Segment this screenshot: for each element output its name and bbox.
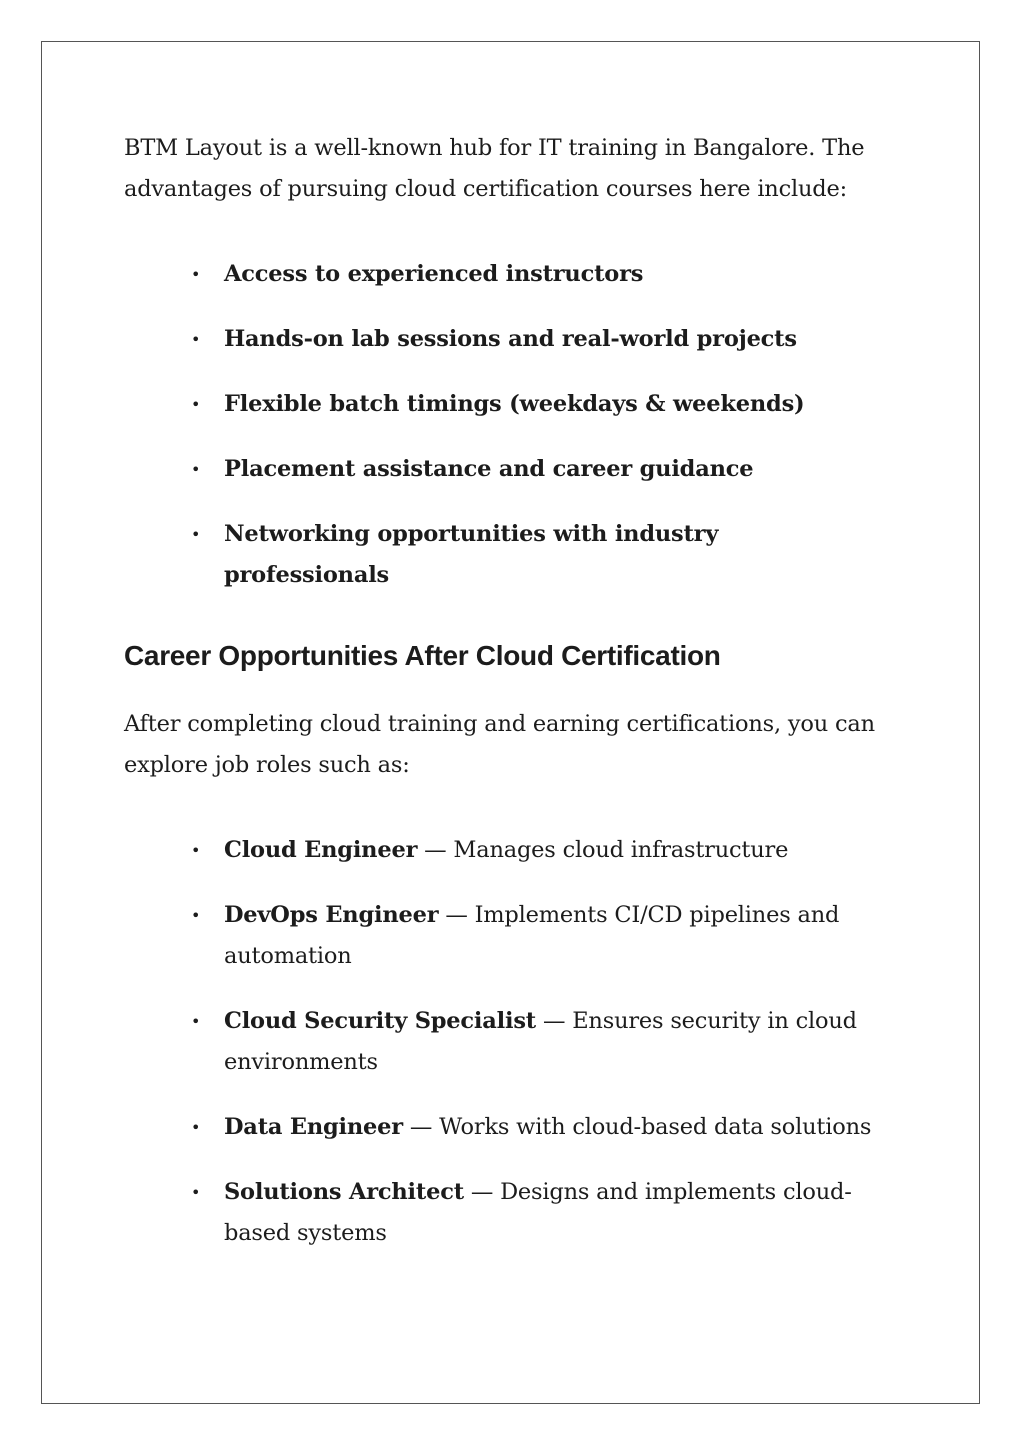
list-item — [191, 895, 904, 977]
advantage-text: Placement assistance and career guidance — [224, 456, 754, 482]
bullet-icon: • — [191, 265, 201, 284]
list-item — [191, 1001, 904, 1083]
list-item — [191, 1107, 904, 1148]
role-title: Cloud Security Specialist — [224, 1008, 536, 1034]
document-content — [124, 128, 904, 1254]
role-title: Data Engineer — [224, 1114, 403, 1140]
list-item — [191, 449, 904, 490]
bullet-icon: • — [191, 1118, 201, 1137]
role-title: Solutions Architect — [224, 1179, 464, 1205]
section-heading: Career Opportunities After Cloud Certification — [124, 640, 721, 671]
bullet-icon: • — [191, 1012, 201, 1031]
bullet-icon: • — [191, 525, 201, 544]
advantage-text: Networking opportunities with industry professionals — [224, 521, 719, 588]
bullet-icon: • — [191, 841, 201, 860]
bullet-icon: • — [191, 330, 201, 349]
advantage-text: Hands-on lab sessions and real-world projects — [224, 326, 797, 352]
role-description: — Ensures security in cloud environments — [224, 1008, 857, 1075]
advantages-list — [124, 254, 904, 596]
section-paragraph: After completing cloud training and earning certifications, you can explore job roles such as: — [124, 711, 875, 778]
bullet-icon: • — [191, 460, 201, 479]
role-description: — Designs and implements cloud-based systems — [224, 1179, 852, 1246]
bullet-icon: • — [191, 1183, 201, 1202]
list-item — [191, 319, 904, 360]
list-item — [191, 514, 784, 596]
roles-list — [124, 830, 904, 1254]
advantage-text: Access to experienced instructors — [224, 261, 644, 287]
bullet-icon: • — [191, 906, 201, 925]
bullet-icon: • — [191, 395, 201, 414]
role-description: — Manages cloud infrastructure — [417, 837, 789, 863]
list-item — [191, 384, 904, 425]
advantage-text: Flexible batch timings (weekdays & weekends) — [224, 391, 805, 417]
intro-paragraph: BTM Layout is a well-known hub for IT training in Bangalore. The advantages of pursuing cloud certification courses here include: — [124, 135, 865, 202]
role-title: DevOps Engineer — [224, 902, 439, 928]
role-title: Cloud Engineer — [224, 837, 418, 863]
list-item — [191, 254, 904, 295]
list-item — [191, 830, 904, 871]
role-description: — Works with cloud-based data solutions — [402, 1114, 872, 1140]
role-description: — Implements CI/CD pipelines and automation — [224, 902, 840, 969]
list-item — [191, 1172, 904, 1254]
